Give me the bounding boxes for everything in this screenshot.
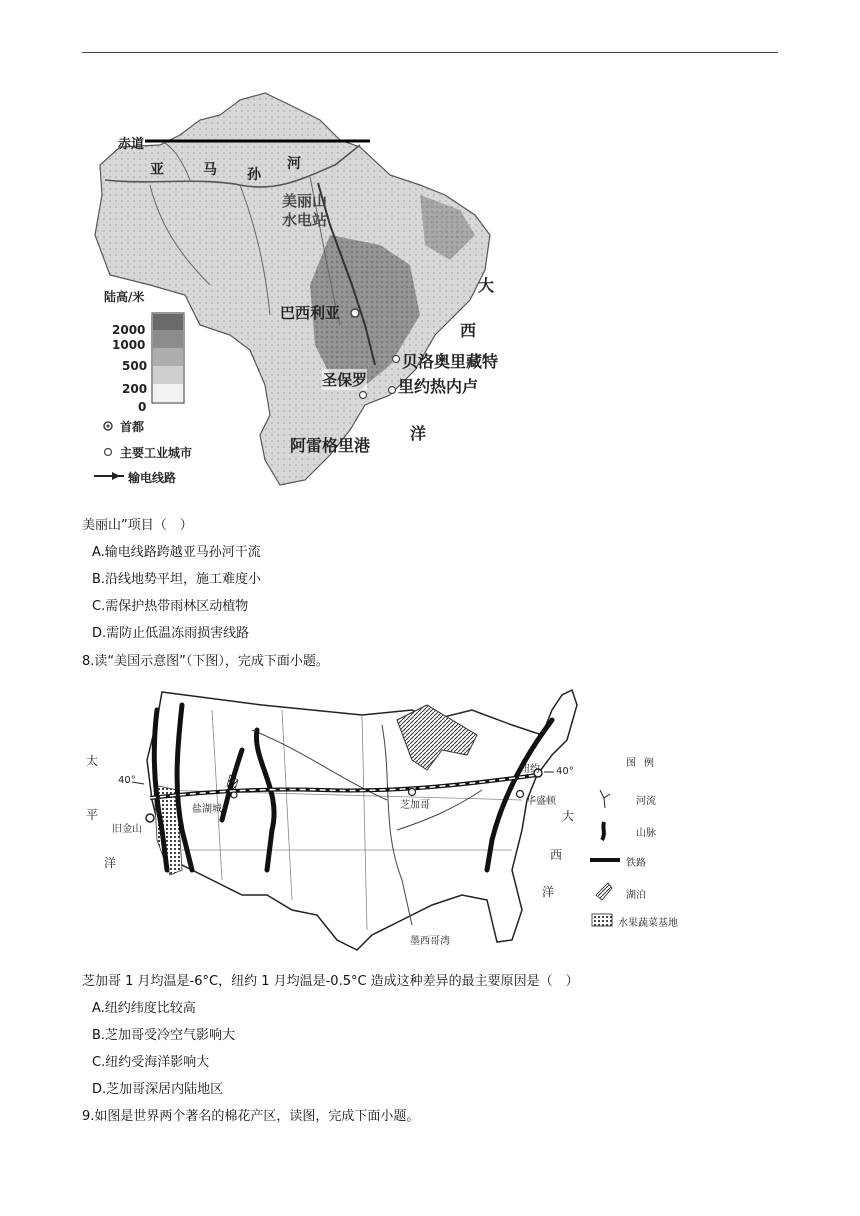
brazil-outline <box>95 93 490 485</box>
pacific-label-2: 平 <box>86 808 99 822</box>
amazon-label-1: 亚 <box>150 162 164 178</box>
us-legend-title: 图例 <box>626 758 662 769</box>
equator-label: 赤道 <box>118 137 145 152</box>
q8-option-a[interactable]: A.纽约纬度比较高 <box>92 1001 196 1016</box>
pacific-label-1: 太 <box>86 754 99 768</box>
q8-option-d[interactable]: D.芝加哥深居内陆地区 <box>92 1082 224 1097</box>
sao-paulo-label: 圣保罗 <box>322 371 368 389</box>
new-york-label: 纽约 <box>520 764 540 775</box>
q8-option-b[interactable]: B.芝加哥受冷空气影响大 <box>92 1028 236 1043</box>
river-legend-label: 河流 <box>636 796 656 807</box>
san-francisco-marker <box>146 814 154 822</box>
salt-lake-label: 盐湖城 <box>192 804 222 815</box>
rio-label: 里约热内卢 <box>398 377 479 396</box>
q7-option-b[interactable]: B.沿线地势平坦，施工难度小 <box>92 572 262 587</box>
amazon-label-2: 马 <box>203 162 217 178</box>
q7-stem: 美丽山”项目（ ） <box>82 518 193 533</box>
header-rule <box>82 52 778 53</box>
mountain-legend-icon <box>602 822 604 840</box>
elevation-tick-200: 200 <box>122 382 148 396</box>
belo-monte-label-1: 美丽山 <box>282 192 328 210</box>
belo-horizonte-label: 贝洛奥里藏特 <box>402 352 499 371</box>
city-legend-label: 主要工业城市 <box>120 446 193 460</box>
mountain-legend-label: 山脉 <box>636 828 656 839</box>
lake-legend-icon <box>596 883 612 900</box>
city-legend-icon <box>105 449 112 456</box>
q8-option-c[interactable]: C.纽约受海洋影响大 <box>92 1055 210 1070</box>
ocean-label-1: 大 <box>478 276 495 295</box>
chicago-marker <box>409 789 416 796</box>
belo-horizonte-marker <box>393 356 400 363</box>
lake-legend-label: 湖泊 <box>626 890 646 901</box>
elevation-tick-500: 500 <box>122 359 148 373</box>
san-francisco-label: 旧金山 <box>112 824 142 835</box>
fruit-base-legend-icon <box>592 914 612 926</box>
atlantic-label-3: 洋 <box>542 885 555 899</box>
q7-option-d[interactable]: D.需防止低温冻雨损害线路 <box>92 626 250 641</box>
power-line-legend-label: 输电线路 <box>128 471 177 485</box>
river-legend-icon <box>600 790 610 808</box>
porto-alegre-label: 阿雷格里港 <box>290 436 371 455</box>
us-map <box>82 680 702 960</box>
sao-paulo-marker <box>360 392 367 399</box>
brasilia-marker <box>351 309 359 317</box>
belo-monte-label-2: 水电站 <box>282 211 328 229</box>
q7-option-a[interactable]: A.输电线路跨越亚马孙河干流 <box>92 545 261 560</box>
q8-intro: 8.读“美国示意图”（下图），完成下面小题。 <box>82 654 329 669</box>
ocean-label-3: 洋 <box>410 424 427 443</box>
rio-marker <box>389 387 396 394</box>
elevation-tick-2000: 2000 <box>112 323 146 337</box>
q7-option-c[interactable]: C.需保护热带雨林区动植物 <box>92 599 249 614</box>
gulf-label: 墨西哥湾 <box>410 936 450 947</box>
lat-label-east: 40° <box>556 766 574 777</box>
q9-intro: 9.如图是世界两个著名的棉花产区，读图，完成下面小题。 <box>82 1109 420 1124</box>
washington-marker <box>517 791 524 798</box>
capital-legend-label: 首都 <box>120 420 145 434</box>
pacific-label-3: 洋 <box>104 856 117 870</box>
lat-label-west: 40° <box>118 775 136 786</box>
ocean-label-2: 西 <box>460 321 477 340</box>
elevation-tick-1000: 1000 <box>112 338 146 352</box>
fruit-base-legend-label: 水果蔬菜基地 <box>618 918 678 929</box>
chicago-label: 芝加哥 <box>400 800 430 811</box>
elevation-tick-0: 0 <box>138 400 147 414</box>
atlantic-label-2: 西 <box>550 848 563 862</box>
elevation-legend-title: 陆高/米 <box>104 290 145 304</box>
salt-lake-marker <box>231 792 237 798</box>
railway-legend-label: 铁路 <box>626 858 646 869</box>
brazil-map <box>90 85 530 495</box>
q8-stem: 芝加哥 1 月均温是-6°C，纽约 1 月均温是-0.5°C 造成这种差异的最主要原因是（ ） <box>82 974 579 989</box>
brasilia-label: 巴西利亚 <box>280 304 341 322</box>
atlantic-label-1: 大 <box>562 809 575 823</box>
amazon-label-4: 河 <box>287 156 301 172</box>
amazon-label-3: 孙 <box>247 167 261 183</box>
washington-label: 华盛顿 <box>526 796 556 807</box>
